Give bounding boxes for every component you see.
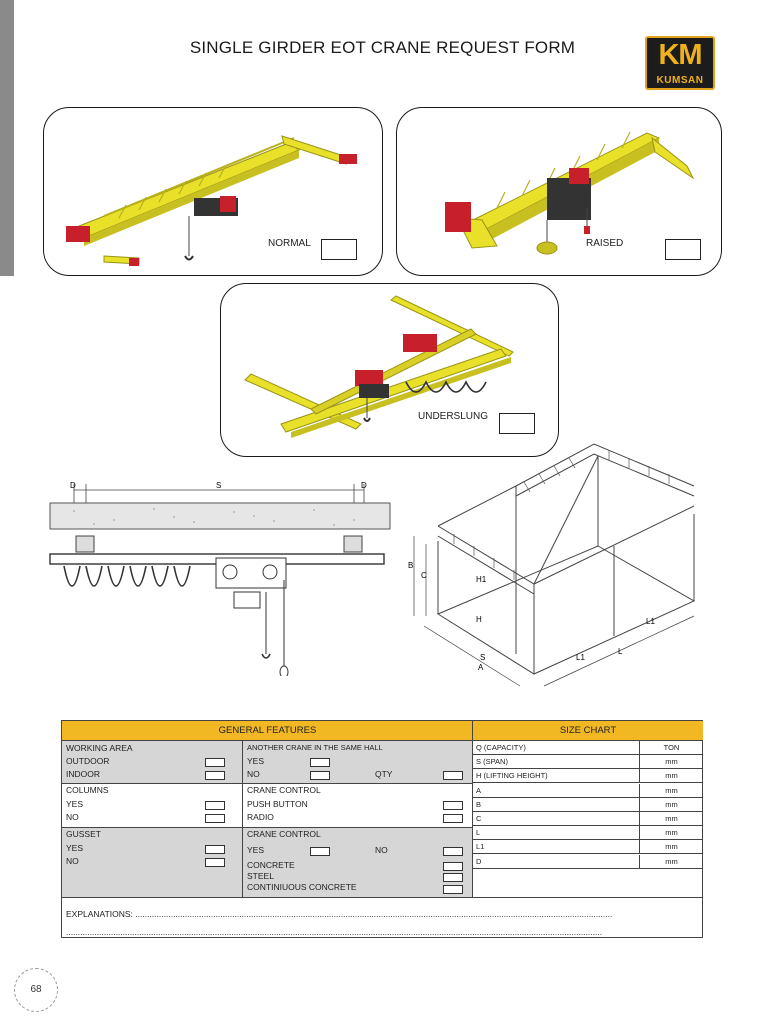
crane-control-2-concrete-checkbox[interactable] — [443, 862, 463, 871]
columns-title: COLUMNS — [66, 785, 109, 795]
normal-checkbox[interactable] — [321, 239, 357, 260]
explanations-line-1[interactable]: EXPLANATIONS: .......................................................................................................................................................................................................... — [66, 909, 613, 919]
crane-control-radio-checkbox[interactable] — [443, 814, 463, 823]
columns-no-label: NO — [66, 812, 79, 822]
crane-type-raised-panel[interactable] — [396, 107, 722, 276]
iso-label-l1-a: L1 — [576, 653, 585, 662]
size-chart-unit: mm — [639, 798, 703, 811]
columns-yes-checkbox[interactable] — [205, 801, 225, 810]
size-chart-row[interactable] — [473, 755, 703, 769]
iso-label-h1: H1 — [476, 575, 487, 584]
size-chart-unit: mm — [639, 826, 703, 839]
another-crane-qty-input[interactable] — [443, 771, 463, 780]
size-chart-label: H (LIFTING HEIGHT) — [476, 771, 548, 781]
size-chart-unit: mm — [639, 784, 703, 797]
kumsan-logo — [645, 36, 715, 90]
size-chart-unit: mm — [639, 840, 703, 853]
size-chart-unit: mm — [639, 755, 703, 768]
page-title: SINGLE GIRDER EOT CRANE REQUEST FORM — [189, 38, 576, 57]
iso-label-h: H — [476, 615, 482, 624]
working-area-indoor-checkbox[interactable] — [205, 771, 225, 780]
normal-label: NORMAL — [268, 238, 311, 249]
crane-control-2-continuous-concrete-checkbox[interactable] — [443, 885, 463, 894]
crane-control-push-button-label: PUSH BUTTON — [247, 799, 308, 809]
another-crane-qty-label: QTY — [375, 769, 393, 779]
underslung-label: UNDERSLUNG — [418, 411, 489, 422]
working-area-title: WORKING AREA — [66, 743, 133, 753]
iso-label-s: S — [480, 653, 486, 662]
size-chart-label: D — [476, 856, 482, 866]
another-crane-no-label: NO — [247, 769, 260, 779]
size-chart-row[interactable] — [473, 769, 703, 783]
side-tab-strip — [0, 0, 14, 276]
crane-control-2-no-checkbox[interactable] — [443, 847, 463, 856]
crane-section-drawing — [44, 476, 394, 676]
size-chart-label: Q (CAPACITY) — [476, 743, 526, 752]
size-chart-label: B — [476, 799, 482, 809]
working-area-indoor-label: INDOOR — [66, 769, 100, 779]
crane-control-2-title: CRANE CONTROL — [247, 829, 321, 839]
gusset-yes-checkbox[interactable] — [205, 845, 225, 854]
dim-d-left: D — [70, 481, 76, 490]
size-chart-row[interactable] — [473, 784, 703, 798]
size-chart-row[interactable] — [473, 812, 703, 826]
crane-control-2-no-label: NO — [375, 845, 388, 855]
gusset-title: GUSSET — [66, 829, 101, 839]
crane-control-title: CRANE CONTROL — [247, 785, 321, 795]
crane-control-push-button-checkbox[interactable] — [443, 801, 463, 810]
crane-control-radio-label: RADIO — [247, 812, 274, 822]
page-number: 68 — [24, 978, 48, 1002]
another-crane-no-checkbox[interactable] — [310, 771, 330, 780]
columns-no-checkbox[interactable] — [205, 814, 225, 823]
crane-control-2-continuous-concrete-label: CONTINIUOUS CONCRETE — [247, 882, 357, 892]
size-chart-row[interactable] — [473, 798, 703, 812]
working-area-outdoor-checkbox[interactable] — [205, 758, 225, 767]
columns-yes-label: YES — [66, 799, 84, 809]
size-chart-label: L — [476, 828, 481, 838]
iso-label-l1-b: L1 — [646, 617, 655, 626]
size-chart-label: A — [476, 785, 482, 795]
gusset-yes-label: YES — [66, 843, 84, 853]
underslung-checkbox[interactable] — [499, 413, 535, 434]
size-chart-unit: mm — [639, 769, 703, 782]
crane-type-underslung-panel[interactable] — [220, 283, 559, 457]
another-crane-yes-checkbox[interactable] — [310, 758, 330, 767]
page-number-badge — [14, 968, 58, 1012]
raised-label: RAISED — [586, 238, 624, 249]
size-chart-label: C — [476, 814, 482, 823]
another-crane-title: ANOTHER CRANE IN THE SAME HALL — [247, 743, 383, 752]
crane-control-2-concrete-label: CONCRETE — [247, 860, 295, 870]
gusset-no-label: NO — [66, 856, 79, 866]
iso-label-c: C — [421, 571, 427, 580]
iso-label-l: L — [618, 647, 623, 656]
size-chart-unit: TON — [639, 741, 703, 754]
size-chart-header: SIZE CHART — [473, 721, 703, 741]
size-chart-row[interactable] — [473, 741, 703, 755]
iso-label-b: B — [408, 561, 414, 570]
working-area-outdoor-label: OUTDOOR — [66, 756, 110, 766]
gusset-no-checkbox[interactable] — [205, 858, 225, 867]
size-chart-label: S (SPAN) — [476, 757, 508, 767]
crane-control-2-steel-label: STEEL — [247, 871, 274, 881]
explanations-line-2[interactable]: ................................................................................................................................................................................................................................... — [66, 927, 603, 937]
crane-control-2-steel-checkbox[interactable] — [443, 873, 463, 882]
hall-frame-isometric-drawing — [404, 436, 704, 706]
dim-s: S — [216, 481, 222, 490]
size-chart-row[interactable] — [473, 840, 703, 854]
size-chart-unit: mm — [639, 812, 703, 825]
crane-control-2-yes-label: YES — [247, 845, 265, 855]
logo-brand: KUMSAN — [656, 75, 704, 86]
size-chart-row[interactable] — [473, 855, 703, 869]
raised-checkbox[interactable] — [665, 239, 701, 260]
logo-mark: KM — [658, 39, 702, 71]
size-chart-unit: mm — [639, 855, 703, 868]
crane-type-normal-panel[interactable] — [43, 107, 383, 276]
crane-control-2-yes-checkbox[interactable] — [310, 847, 330, 856]
another-crane-yes-label: YES — [247, 756, 265, 766]
dim-d-right: D — [361, 481, 367, 490]
size-chart-label: L1 — [476, 842, 485, 852]
general-features-header: GENERAL FEATURES — [62, 721, 473, 741]
size-chart-row[interactable] — [473, 826, 703, 840]
iso-label-a: A — [478, 663, 484, 672]
request-form-table — [61, 720, 703, 938]
